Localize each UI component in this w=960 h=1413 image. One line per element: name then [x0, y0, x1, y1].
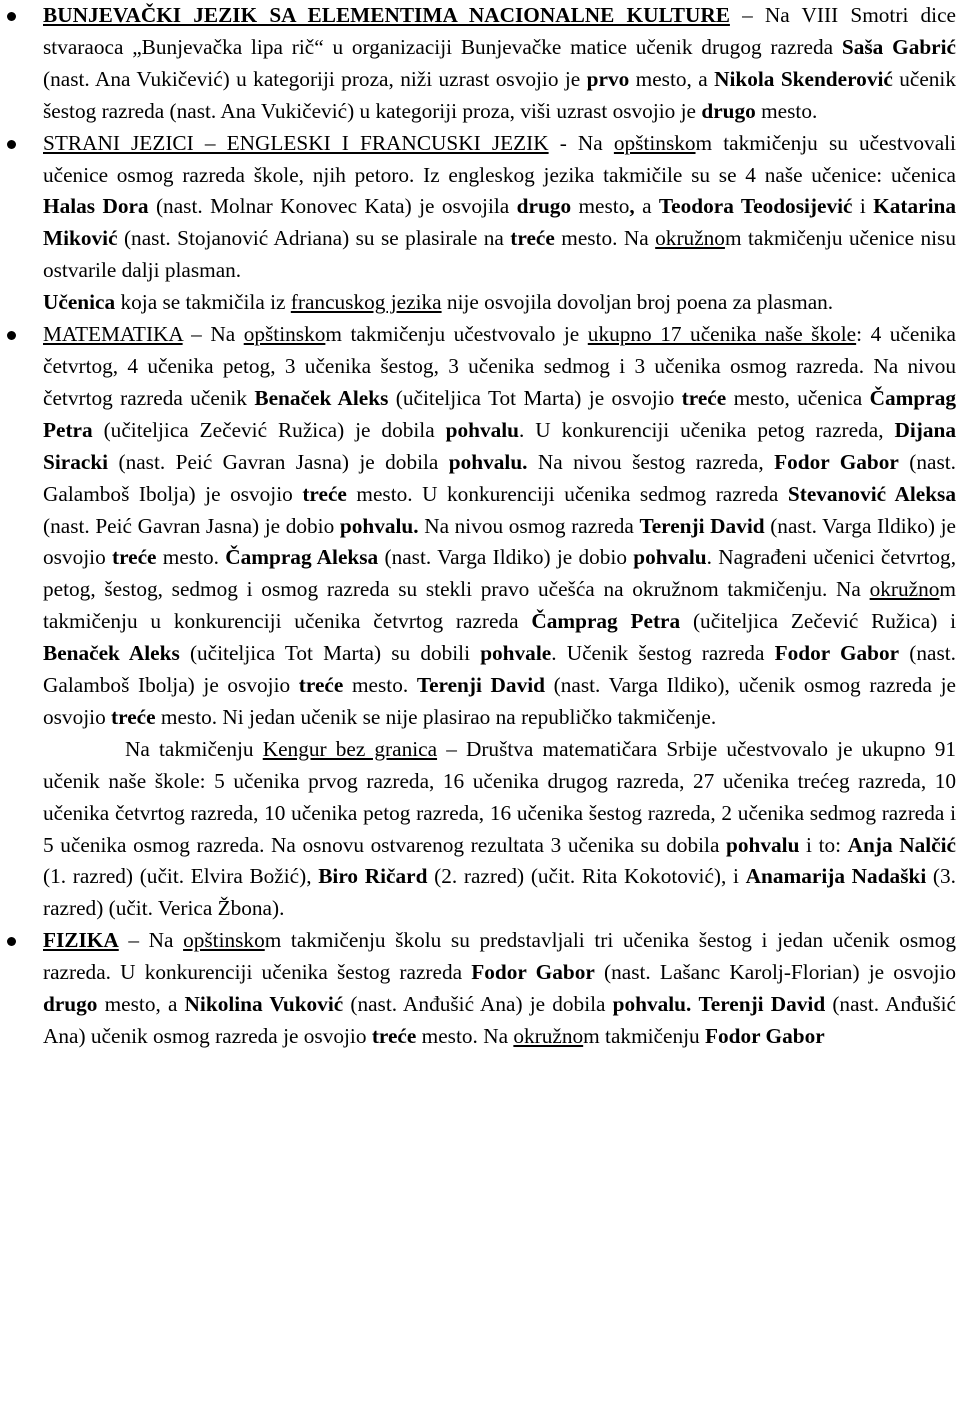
- text-run: – Na: [182, 322, 244, 347]
- text-run: mesto, a: [97, 992, 185, 1017]
- text-run: Benaček Aleks: [43, 641, 180, 666]
- text-run: mesto: [571, 194, 630, 219]
- text-run: m takmičenju učenice nisu ostvarile dalji plasman.: [43, 226, 956, 283]
- text-run: (nast. Peić Gavran Jasna) je dobila: [108, 449, 449, 474]
- text-run: pohvalu.: [612, 992, 692, 1017]
- text-run: pohvalu: [726, 832, 800, 857]
- text-run: - Na: [548, 130, 614, 155]
- text-run: prvo: [586, 66, 630, 91]
- text-run: . Učenik šestog razreda: [551, 641, 775, 666]
- section-strani-jezici: [43, 128, 956, 319]
- text-run: Nikolina Vuković: [184, 992, 344, 1017]
- text-run: (nast. Anđušić Ana) je dobila: [343, 992, 613, 1017]
- text-run-wrapper: [43, 928, 119, 952]
- text-run: i to:: [799, 832, 848, 857]
- text-run: (nast. Varga Ildiko), učenik osmog razreda je osvojio: [43, 673, 956, 729]
- text-run: (nast. Varga Ildiko) je dobio: [378, 545, 634, 570]
- paragraph: [43, 128, 956, 288]
- text-run: Benaček Aleks: [254, 385, 389, 410]
- text-run: Fodor Gabor: [471, 960, 595, 985]
- text-run: STRANI JEZICI – ENGLESKI I FRANCUSKI JEZIK: [43, 130, 549, 155]
- text-run: m takmičenju: [583, 1024, 705, 1048]
- text-run: (učiteljica Tot Marta) su dobili: [179, 641, 481, 666]
- text-run: Stevanović Aleksa: [787, 481, 956, 506]
- text-run: mesto. U konkurenciji učenika sedmog razreda: [346, 481, 788, 506]
- text-run: (nast. Stojanović Adriana) su se plasirale na: [117, 226, 511, 251]
- text-run: treće: [302, 481, 347, 506]
- text-run: mesto. Na: [554, 226, 656, 251]
- text-run: pohvalu.: [448, 449, 528, 474]
- text-run: treće: [111, 704, 156, 729]
- text-run: Saša Gabrić: [841, 34, 957, 59]
- text-run: Fodor Gabor: [705, 1024, 825, 1048]
- text-run: pohvalu: [633, 545, 707, 570]
- paragraph: [43, 287, 956, 319]
- text-run: Čamprag Petra: [531, 609, 681, 634]
- text-run: mesto. Ni jedan učenik se nije plasirao na republičko takmičenje.: [155, 704, 717, 729]
- text-run: (učiteljica Zečević Ružica) je dobila: [92, 417, 446, 442]
- text-run: Fodor Gabor: [774, 449, 899, 474]
- text-run: pohvalu: [445, 417, 520, 442]
- text-run: treće: [298, 673, 344, 698]
- text-run: Učenica: [43, 290, 116, 315]
- text-run: drugo: [516, 194, 572, 219]
- text-run: Na nivou osmog razreda: [418, 513, 640, 538]
- text-run: ukupno 17 učenika naše škole: [587, 322, 857, 347]
- text-run: Terenji David: [698, 992, 826, 1017]
- text-run: pohvale: [480, 641, 552, 666]
- text-run: okružno: [513, 1024, 584, 1048]
- text-run: [691, 992, 698, 1016]
- text-run: (nast. Peić Gavran Jasna) je dobio: [43, 513, 340, 538]
- text-run: m takmičenju učestvovalo je: [325, 322, 588, 347]
- text-run: Anja Nalčić: [847, 832, 957, 857]
- text-run: (učiteljica Zečević Ružica) i: [680, 609, 956, 634]
- paragraph: [43, 319, 956, 734]
- text-run: mesto.: [343, 673, 417, 698]
- text-run: Čamprag Aleksa: [225, 545, 379, 570]
- text-run: Biro Ričard: [318, 864, 428, 889]
- text-run: (2. razred) (učit. Rita Kokotović), i: [427, 864, 746, 889]
- text-run: FIZIKA: [43, 928, 119, 953]
- text-run: treće: [371, 1024, 417, 1048]
- text-run: (3. razred) (učit. Verica Žbona).: [43, 864, 956, 921]
- text-run: MATEMATIKA: [43, 322, 183, 347]
- text-run: Čamprag Petra: [43, 385, 956, 442]
- text-run: mesto. Na: [416, 1024, 514, 1048]
- text-run: (1. razred) (učit. Elvira Božić),: [43, 864, 319, 889]
- text-run: . Nagrađeni učenici četvrtog, petog, šestog, sedmog i osmog razreda su stekli pravo učešća na okružnom takmičenju. Na: [43, 545, 957, 602]
- text-run: – Na VIII Smotri dice stvaraoca „Bunjevačka lipa rič“ u organizaciji Bunjevačke matice učenik drugog razreda: [43, 3, 957, 59]
- text-run: treće: [510, 226, 555, 251]
- text-run: ,: [629, 194, 635, 219]
- text-run: . U konkurenciji učenika petog razreda,: [519, 417, 895, 442]
- text-run: – Na: [118, 928, 184, 953]
- text-run: opštinsko: [243, 322, 326, 347]
- text-run: Terenji David: [639, 513, 765, 538]
- text-run: francuskog jezika: [290, 290, 442, 315]
- text-run: treće: [681, 385, 727, 410]
- text-run: (nast. Anđušić Ana) učenik osmog razreda je osvojio: [43, 992, 957, 1048]
- text-run: m takmičenju u konkurenciji učenika četvrtog razreda: [43, 577, 956, 634]
- text-run: – Društva matematičara Srbije učestvovalo je ukupno 91 učenik naše škole: 5 učenika prvog razreda, 16 učenika drugog razreda, 27 učenika trećeg razreda, 10 učenika četvrtog razreda, 10 učenika petog razreda, 16 učenika šestog razreda, 2 učenika sedmog razreda i 5 učenika osmog razreda. Na osnovu ostvarenog rezultata 3 učenika su dobila: [43, 736, 956, 857]
- paragraph: [43, 0, 956, 128]
- text-run: : 4 učenika četvrtog, 4 učenika petog, 3 učenika šestog, 3 učenika sedmog i 3 učenika osmog razreda. Na nivou četvrtog razreda učenik: [43, 322, 956, 410]
- text-run: (nast. Galamboš Ibolja) je osvojio: [43, 641, 957, 698]
- text-run: pohvalu.: [339, 513, 419, 538]
- text-run-wrapper: [43, 3, 730, 27]
- section-matematika: [43, 319, 956, 925]
- text-run: Kengur bez granica: [262, 736, 438, 761]
- text-run: Anamarija Nadaški: [745, 864, 927, 889]
- text-run: (nast. Varga Ildiko) je osvojio: [43, 513, 957, 570]
- section-fizika: [43, 925, 956, 1053]
- bullet-icon: [7, 937, 16, 946]
- text-run: Fodor Gabor: [774, 641, 900, 666]
- text-run: Dijana Siracki: [43, 417, 956, 474]
- text-run: opštinsko: [183, 928, 265, 953]
- section-bunjevacki-jezik: [43, 0, 956, 128]
- text-run: (nast. Galamboš Ibolja) je osvojio: [43, 449, 956, 506]
- text-run: Terenji David: [416, 673, 545, 698]
- text-run: BUNJEVAČKI JEZIK SA ELEMENTIMA NACIONALNE KULTURE: [43, 3, 730, 27]
- text-run: opštinsko: [613, 130, 696, 155]
- text-run: mesto.: [156, 545, 226, 570]
- text-run: i: [852, 194, 874, 219]
- paragraph: [43, 925, 956, 1053]
- text-run: Katarina Miković: [43, 194, 956, 251]
- text-run: učenik šestog razreda (nast. Ana Vukičević) u kategoriji proza, viši uzrast osvojio je: [43, 66, 957, 123]
- text-run: treće: [111, 545, 157, 570]
- text-run: mesto.: [755, 98, 818, 123]
- bullet-icon: [7, 12, 16, 21]
- text-run: (nast. Ana Vukičević) u kategoriji proza, niži uzrast osvojio je: [43, 66, 587, 91]
- bullet-icon: [7, 140, 16, 149]
- text-run: m takmičenju su učestvovali učenice osmog razreda škole, njih petoro. Iz engleskog jezika takmičile su se 4 naše učenice: učenica: [43, 130, 956, 187]
- bullet-icon: [7, 331, 16, 340]
- text-run: mesto, učenica: [726, 385, 870, 410]
- text-run: (učiteljica Tot Marta) je osvojio: [388, 385, 682, 410]
- text-run: Na nivou šestog razreda,: [527, 449, 775, 474]
- text-run: Nikola Skenderović: [714, 66, 893, 91]
- text-run: (nast. Molnar Konovec Kata) je osvojila: [148, 194, 517, 219]
- text-run: Na takmičenju: [125, 736, 263, 761]
- text-run: okružno: [869, 577, 940, 602]
- text-run: (nast. Lašanc Karolj-Florian) je osvojio: [594, 960, 957, 985]
- text-run: drugo: [43, 992, 98, 1017]
- text-run: Halas Dora: [43, 194, 149, 219]
- text-run: okružno: [655, 226, 725, 251]
- text-run: Teodora Teodosijević: [658, 194, 853, 219]
- text-run: drugo: [701, 98, 756, 123]
- text-run: mesto, a: [629, 66, 715, 91]
- paragraph: [43, 734, 956, 925]
- text-run: m takmičenju školu su predstavljali tri učenika šestog i jedan učenik osmog razreda. U konkurenciji učenika šestog razreda: [43, 928, 956, 985]
- text-run: a: [634, 194, 659, 219]
- text-run: koja se takmičila iz: [115, 290, 291, 315]
- text-run: nije osvojila dovoljan broj poena za plasman.: [441, 290, 834, 315]
